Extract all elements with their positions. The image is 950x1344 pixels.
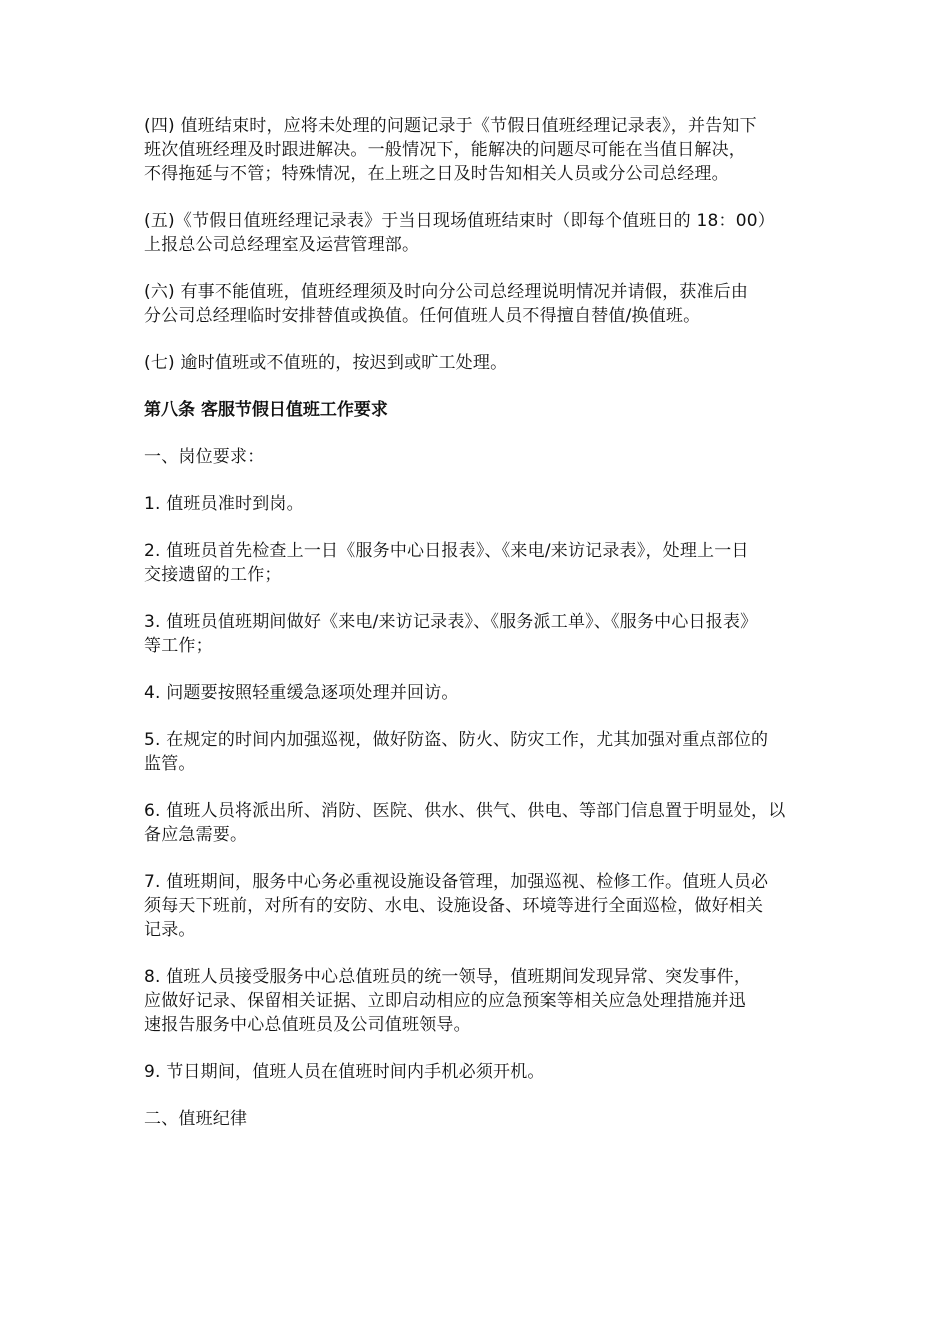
list-item: 5. 在规定的时间内加强巡视，做好防盗、防火、防灾工作，尤其加强对重点部位的 监管。 [144, 730, 769, 774]
list-item: 2. 值班员首先检查上一日《服务中心日报表》、《来电/来访记录表》，处理上一日 交接遗留的工作； [144, 541, 749, 585]
paragraph-6: (六) 有事不能值班，值班经理须及时向分公司总经理说明情况并请假，获准后由 分公司总经理临时安排替值或换值。任何值班人员不得擅自替值/换值班。 [144, 282, 749, 326]
subheading-post-requirements: 一、岗位要求： [144, 447, 265, 467]
list-item: 9. 节日期间，值班人员在值班时间内手机必须开机。 [144, 1062, 545, 1082]
document-page [144, 114, 810, 1154]
list-item: 3. 值班员值班期间做好《来电/来访记录表》、《服务派工单》、《服务中心日报表》 等工作； [144, 612, 758, 656]
list-item: 7. 值班期间，服务中心务必重视设施设备管理，加强巡视、检修工作。值班人员必 须每天下班前，对所有的安防、水电、设施设备、环境等进行全面巡检，做好相关 记录。 [144, 872, 769, 940]
list-item: 8. 值班人员接受服务中心总值班员的统一领导，值班期间发现异常、突发事件， 应做好记录、保留相关证据、立即启动相应的应急预案等相关应急处理措施并迅 速报告服务中心总值班员及公司值班领导。 [144, 967, 752, 1035]
list-item: 4. 问题要按照轻重缓急逐项处理并回访。 [144, 683, 459, 703]
subheading-duty-discipline: 二、值班纪律 [144, 1109, 248, 1129]
list-item: 6. 值班人员将派出所、消防、医院、供水、供气、供电、等部门信息置于明显处，以 备应急需要。 [144, 801, 786, 845]
section-heading: 第八条 客服节假日值班工作要求 [144, 400, 388, 420]
paragraph-7: (七) 逾时值班或不值班的，按迟到或旷工处理。 [144, 353, 508, 373]
paragraph-4: (四) 值班结束时，应将未处理的问题记录于《节假日值班经理记录表》，并告知下 班次值班经理及时跟进解决。一般情况下，能解决的问题尽可能在当值日解决， 不得拖延与不管；特殊情况，在上班之日及时告知相关人员或分公司总经理。 [144, 116, 757, 184]
paragraph-5: (五)《节假日值班经理记录表》于当日现场值班结束时（即每个值班日的 18：00） 上报总公司总经理室及运营管理部。 [144, 211, 775, 255]
list-item: 1. 值班员准时到岗。 [144, 494, 304, 514]
